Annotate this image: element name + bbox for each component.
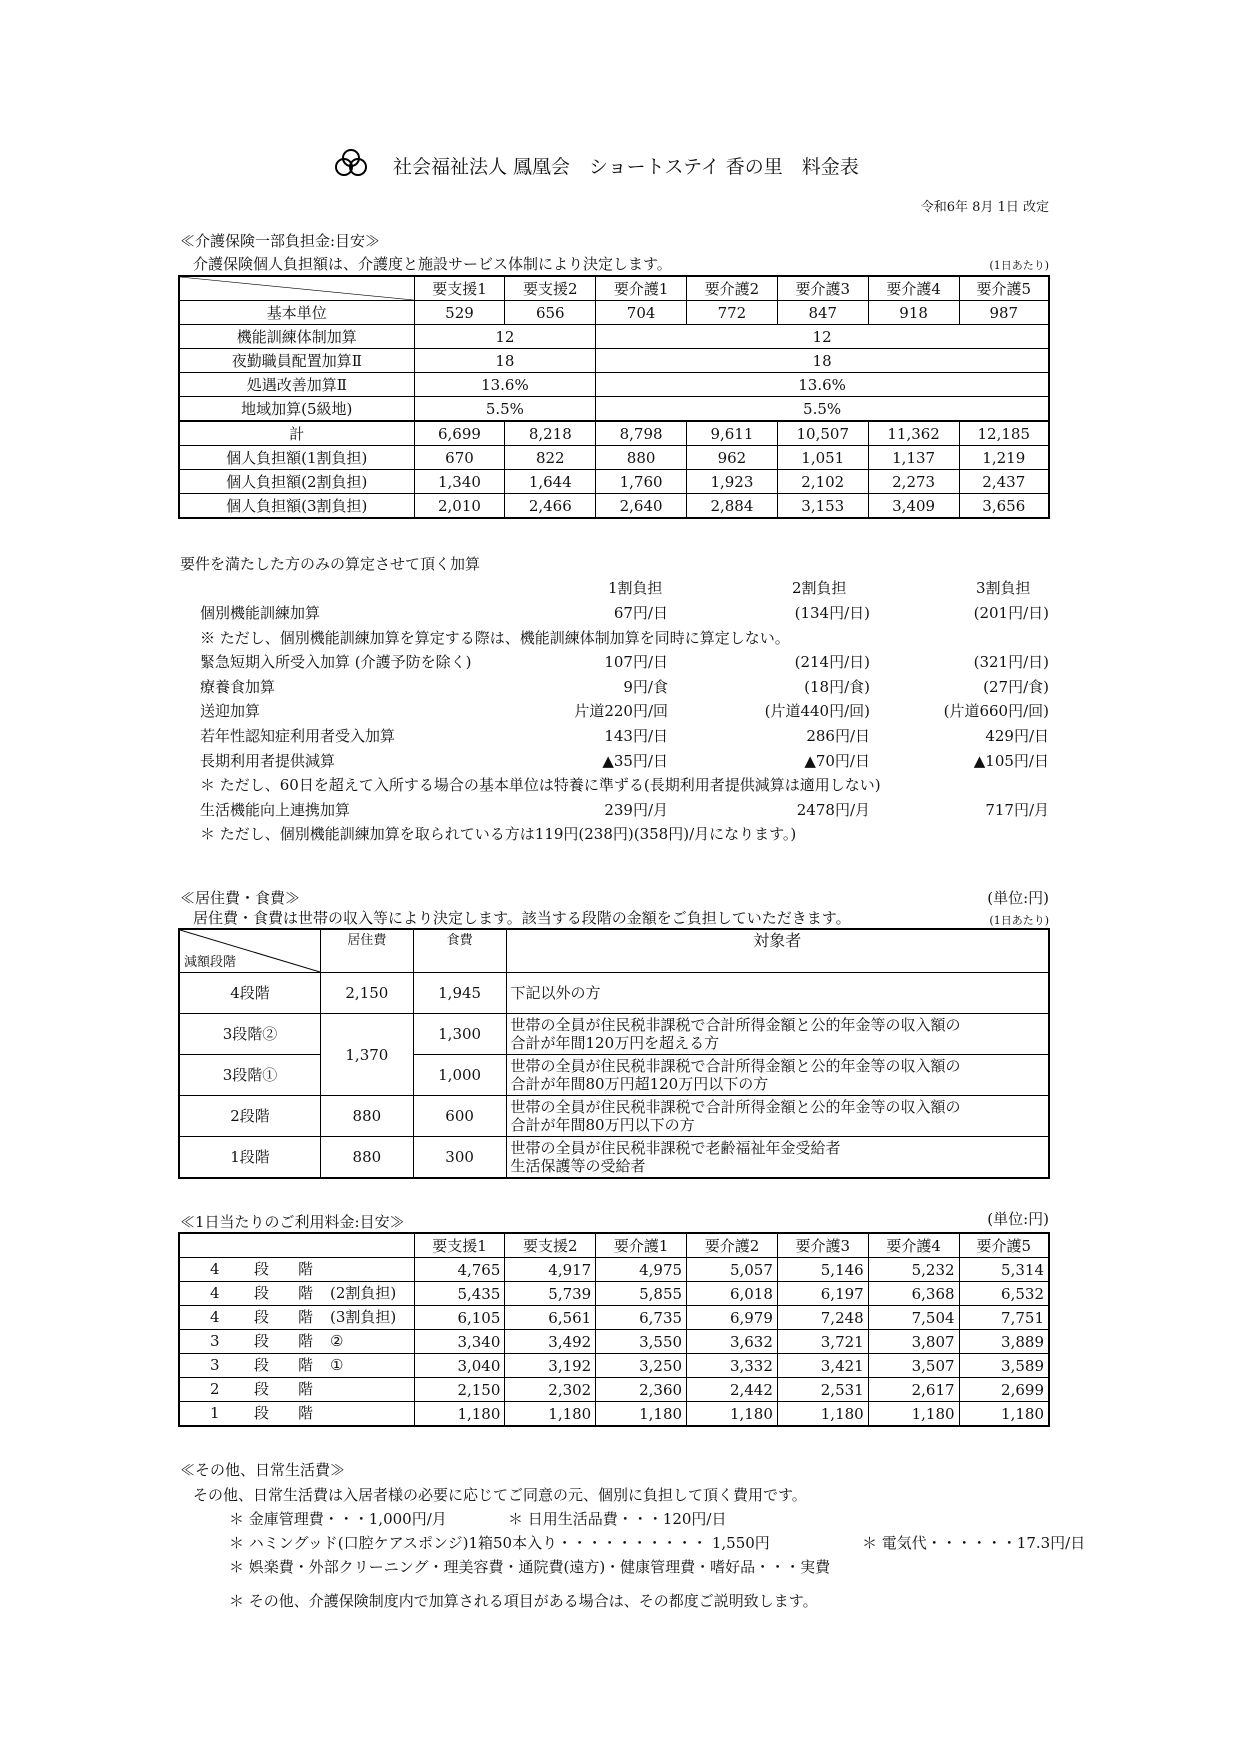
col-header: 要介護1 [596,1233,687,1258]
care-heading: ≪介護保険一部負担金:目安≫ [180,232,381,250]
additions-col-1: 1割負担 [608,579,663,597]
cell: 2,884 [687,494,778,519]
table-row [179,1258,1049,1282]
fee-cell: 5,146 [777,1258,868,1282]
fee-cell: 3,340 [414,1330,505,1354]
stage-label-part: (3割負担) [330,1308,397,1326]
table-row [179,494,1049,519]
table-row [179,1354,1049,1378]
cell: 5.5% [414,397,596,422]
room-cell: 1,370 [321,1014,414,1096]
cell: 2,010 [414,494,505,519]
cell: 1,923 [687,470,778,494]
stage-label-part: 3 [210,1332,220,1350]
other-line: ＊ 電気代・・・・・・17.3円/日 [862,1534,1086,1552]
stage-label-part: 4 [210,1308,220,1326]
stage-label-part: 段 [254,1260,270,1278]
cell: 13.6% [596,373,1049,397]
additions-item-label: 送迎加算 [200,702,261,720]
logo-icon [333,149,369,179]
additions-item-label: 緊急短期入所受入加算 (介護予防を除く) [200,653,472,671]
fee-cell: 6,018 [687,1282,778,1306]
col-header: 要介護2 [687,1233,778,1258]
col-header: 要介護1 [596,276,687,301]
fee-cell: 3,550 [596,1330,687,1354]
additions-item-value: 9円/食 [623,678,668,696]
cell: 8,218 [505,421,596,446]
col-header: 要介護5 [959,276,1049,301]
col-header: 要介護2 [687,276,778,301]
cell: 6,699 [414,421,505,446]
target-cell: 世帯の全員が住民税非課税で老齢福祉年金受給者 生活保護等の受給者 [506,1137,1049,1179]
table-row [179,397,1049,422]
other-line: ＊ ハミングッド(口腔ケアスポンジ)1箱50本入り・・・・・・・・・・ 1,550円 [229,1534,770,1552]
stage-label-part: 段 [254,1308,270,1326]
cell: 18 [596,349,1049,373]
additions-item-value: ▲70円/日 [804,752,870,770]
other-intro: その他、日常生活費は入居者様の必要に応じてご同意の元、個別に負担して頂く費用です。 [193,1486,807,1504]
cell: 5.5% [596,397,1049,422]
cell: 12 [596,325,1049,349]
additions-item-label: 療養食加算 [200,678,276,696]
fee-cell: 7,751 [959,1306,1049,1330]
fee-cell: 2,531 [777,1378,868,1402]
other-heading: ≪その他、日常生活費≫ [180,1461,346,1479]
fee-cell: 3,192 [505,1354,596,1378]
col-header: 要支援2 [505,1233,596,1258]
additions-item-label: 長期利用者提供減算 [200,752,336,770]
fee-cell: 6,105 [414,1306,505,1330]
cell: 1,219 [959,446,1049,470]
living-unit: (単位:円) [987,889,1049,907]
stage-label [179,1354,414,1378]
care-per-day: (1日あたり) [989,259,1049,272]
fee-cell: 2,699 [959,1378,1049,1402]
col-header: 要介護3 [777,1233,868,1258]
additions-item-value: 239円/月 [604,801,668,819]
fee-cell: 3,492 [505,1330,596,1354]
food-cell: 1,300 [413,1014,506,1055]
room-cell: 880 [321,1137,414,1179]
row-label: 夜勤職員配置加算Ⅱ [179,349,414,373]
other-line: ＊ 金庫管理費・・・1,000円/月 [229,1510,447,1528]
fee-cell: 3,332 [687,1354,778,1378]
additions-heading: 要件を満たした方のみの算定させて頂く加算 [180,555,481,573]
row-label: 基本単位 [179,301,414,325]
diagonal-header-cell [179,276,414,301]
stage-label-part: 4 [210,1284,220,1302]
table-row [179,446,1049,470]
care-note: 介護保険個人負担額は、介護度と施設サービス体制により決定します。 [193,255,672,273]
fee-cell: 3,507 [868,1354,959,1378]
stage-label-part: 階 [298,1308,314,1326]
stage-label [179,1258,414,1282]
blank-header-cell [179,1233,414,1258]
row-label: 個人負担額(2割負担) [179,470,414,494]
table-row [179,1137,1049,1179]
table-row [179,325,1049,349]
fee-cell: 6,735 [596,1306,687,1330]
stage-label [179,1306,414,1330]
row-label: 計 [179,421,414,446]
fee-cell: 7,248 [777,1306,868,1330]
cell: 1,644 [505,470,596,494]
fee-cell: 5,057 [687,1258,778,1282]
cell: 12,185 [959,421,1049,446]
table-row [179,1282,1049,1306]
revision-date: 令和6年 8月 1日 改定 [920,200,1049,215]
fee-cell: 3,632 [687,1330,778,1354]
room-cell: 2,150 [321,973,414,1014]
additions-item-value: (片道660円/回) [943,702,1049,720]
food-cell: 1,945 [413,973,506,1014]
fee-cell: 3,889 [959,1330,1049,1354]
fee-cell: 7,504 [868,1306,959,1330]
table-row [179,1014,1049,1055]
cell: 12 [414,325,596,349]
fee-cell: 1,180 [687,1402,778,1427]
cell: 18 [414,349,596,373]
col-header: 要介護4 [868,276,959,301]
stage-label-part: ② [330,1332,344,1350]
stage-label-part: 階 [298,1380,314,1398]
stage-label-part: 段 [254,1284,270,1302]
col-header: 食費 [413,929,506,973]
other-line: ＊ 日用生活品費・・・120円/日 [508,1510,727,1528]
additions-item-value: 2478円/月 [796,801,870,819]
stage-label-part: 1 [210,1404,220,1422]
additions-item-value: 片道220円/回 [574,702,668,720]
living-per-day: (1日あたり) [989,914,1049,927]
additions-item-value: ▲35円/日 [602,752,668,770]
row-label: 地域加算(5級地) [179,397,414,422]
daily-table [178,1232,1050,1427]
cell: 2,640 [596,494,687,519]
stage-label-part: ① [330,1356,344,1374]
fee-cell: 1,180 [596,1402,687,1427]
additions-item-value: 717円/月 [985,801,1049,819]
row-label: 個人負担額(1割負担) [179,446,414,470]
stage-label-part: 階 [298,1260,314,1278]
fee-cell: 4,765 [414,1258,505,1282]
fee-cell: 1,180 [414,1402,505,1427]
stage-label-part: 段 [254,1404,270,1422]
stage-label-part: 段 [254,1332,270,1350]
col-header: 要支援1 [414,276,505,301]
col-header: 要介護5 [959,1233,1049,1258]
cell: 11,362 [868,421,959,446]
cell: 3,656 [959,494,1049,519]
fee-cell: 3,589 [959,1354,1049,1378]
cell: 962 [687,446,778,470]
row-label: 機能訓練体制加算 [179,325,414,349]
table-row [179,1055,1049,1096]
cell: 822 [505,446,596,470]
fee-cell: 5,435 [414,1282,505,1306]
daily-heading: ≪1日当たりのご利用料金:目安≫ [180,1213,405,1231]
additions-item-value: 143円/日 [604,727,668,745]
cell: 918 [868,301,959,325]
cell: 772 [687,301,778,325]
table-row [179,301,1049,325]
stage-label [179,1330,414,1354]
additions-note: ＊ ただし、個別機能訓練加算を取られている方は119円(238円)(358円)/月になります。) [200,825,797,843]
fee-cell: 6,979 [687,1306,778,1330]
cell: 2,273 [868,470,959,494]
table-row [179,421,1049,446]
stage-label [179,1282,414,1306]
fee-cell: 5,855 [596,1282,687,1306]
stage-cell: 3段階② [179,1014,321,1055]
fee-cell: 1,180 [868,1402,959,1427]
room-cell: 880 [321,1096,414,1137]
fee-cell: 3,250 [596,1354,687,1378]
care-table [178,275,1050,519]
stage-label-part: 段 [254,1380,270,1398]
cell: 8,798 [596,421,687,446]
table-row [179,1096,1049,1137]
col-header: 居住費 [321,929,414,973]
other-line: ＊ 娯楽費・外部クリーニング・理美容費・通院費(遠方)・健康管理費・嗜好品・・・実費 [229,1558,831,1576]
table-row [179,973,1049,1014]
fee-cell: 6,561 [505,1306,596,1330]
additions-item-value: (134円/日) [794,604,870,622]
cell: 656 [505,301,596,325]
additions-item-value: (18円/食) [804,678,870,696]
additions-item-label: 個別機能訓練加算 [200,604,321,622]
target-cell: 世帯の全員が住民税非課税で合計所得金額と公的年金等の収入額の 合計が年間120万円を超える方 [506,1014,1049,1055]
cell: 529 [414,301,505,325]
additions-note: ＊ ただし、60日を超えて入所する場合の基本単位は特養に準ずる(長期利用者提供減算は適用しない) [200,776,881,794]
cell: 704 [596,301,687,325]
additions-item-value: (321円/日) [973,653,1049,671]
cell: 13.6% [414,373,596,397]
cell: 1,760 [596,470,687,494]
additions-col-2: 2割負担 [792,579,847,597]
additions-note: ※ ただし、個別機能訓練加算を算定する際は、機能訓練体制加算を同時に算定しない。 [200,629,790,647]
living-table [178,928,1050,1179]
fee-cell: 3,807 [868,1330,959,1354]
fee-cell: 6,368 [868,1282,959,1306]
table-row [179,373,1049,397]
additions-item-value: 107円/日 [604,653,668,671]
cell: 1,137 [868,446,959,470]
cell: 670 [414,446,505,470]
stage-label-part: 階 [298,1332,314,1350]
table-row [179,349,1049,373]
stage-label-part: 3 [210,1356,220,1374]
additions-item-value: (片道440円/回) [764,702,870,720]
other-line: ＊ その他、介護保険制度内で加算される項目がある場合は、その都度ご説明致します。 [229,1592,818,1610]
fee-cell: 3,040 [414,1354,505,1378]
col-header: 要介護4 [868,1233,959,1258]
stage-label [179,1378,414,1402]
daily-unit: (単位:円) [987,1210,1049,1228]
fee-cell: 2,617 [868,1378,959,1402]
stage-label-part: 階 [298,1284,314,1302]
additions-item-label: 若年性認知症利用者受入加算 [200,727,396,745]
stage-label [179,1402,414,1427]
additions-item-value: (27円/食) [983,678,1049,696]
cell: 1,051 [777,446,868,470]
row-label: 処遇改善加算Ⅱ [179,373,414,397]
stage-label-part: (2割負担) [330,1284,397,1302]
table-row [179,1306,1049,1330]
target-cell: 下記以外の方 [506,973,1049,1014]
table-row [179,1378,1049,1402]
cell: 847 [777,301,868,325]
col-header: 対象者 [506,929,1049,973]
logo [333,149,369,183]
additions-col-3: 3割負担 [976,579,1031,597]
additions-item-value: (214円/日) [794,653,870,671]
additions-item-value: 429円/日 [985,727,1049,745]
page-title: 社会福祉法人 鳳凰会 ショートステイ 香の里 料金表 [393,156,859,178]
diagonal-header-cell [179,929,321,973]
living-heading: ≪居住費・食費≫ [180,889,301,907]
stage-label-part: 2 [210,1380,220,1398]
stage-cell: 4段階 [179,973,321,1014]
cell: 10,507 [777,421,868,446]
fee-cell: 1,180 [777,1402,868,1427]
cell: 987 [959,301,1049,325]
cell: 3,153 [777,494,868,519]
fee-cell: 3,721 [777,1330,868,1354]
additions-item-label: 生活機能向上連携加算 [200,801,351,819]
cell: 1,340 [414,470,505,494]
food-cell: 600 [413,1096,506,1137]
table-row [179,1330,1049,1354]
row-label: 個人負担額(3割負担) [179,494,414,519]
table-row [179,1402,1049,1427]
cell: 880 [596,446,687,470]
fee-cell: 6,197 [777,1282,868,1306]
stage-cell: 1段階 [179,1137,321,1179]
fee-cell: 4,975 [596,1258,687,1282]
cell: 9,611 [687,421,778,446]
col-header: 要支援2 [505,276,596,301]
fee-cell: 3,421 [777,1354,868,1378]
food-cell: 1,000 [413,1055,506,1096]
fee-cell: 2,360 [596,1378,687,1402]
fee-cell: 2,442 [687,1378,778,1402]
col-header: 要介護3 [777,276,868,301]
additions-item-value: 286円/日 [806,727,870,745]
target-cell: 世帯の全員が住民税非課税で合計所得金額と公的年金等の収入額の 合計が年間80万円超120万円以下の方 [506,1055,1049,1096]
stage-label-part: 階 [298,1404,314,1422]
stage-label-part: 段 [254,1356,270,1374]
stage-label-part: 階 [298,1356,314,1374]
stage-header: 減額段階 [184,955,237,970]
additions-item-value: 67円/日 [613,604,668,622]
cell: 2,466 [505,494,596,519]
living-note: 居住費・食費は世帯の収入等により決定します。該当する段階の金額をご負担していただきます。 [193,909,851,927]
fee-cell: 1,180 [505,1402,596,1427]
fee-cell: 1,180 [959,1402,1049,1427]
additions-item-value: (201円/日) [973,604,1049,622]
fee-cell: 5,314 [959,1258,1049,1282]
table-row [179,470,1049,494]
fee-cell: 2,150 [414,1378,505,1402]
stage-cell: 2段階 [179,1096,321,1137]
additions-item-value: ▲105円/日 [973,752,1049,770]
cell: 3,409 [868,494,959,519]
food-cell: 300 [413,1137,506,1179]
fee-cell: 5,739 [505,1282,596,1306]
fee-cell: 6,532 [959,1282,1049,1306]
cell: 2,102 [777,470,868,494]
col-header: 要支援1 [414,1233,505,1258]
cell: 2,437 [959,470,1049,494]
fee-cell: 5,232 [868,1258,959,1282]
fee-cell: 2,302 [505,1378,596,1402]
stage-cell: 3段階① [179,1055,321,1096]
target-cell: 世帯の全員が住民税非課税で合計所得金額と公的年金等の収入額の 合計が年間80万円以下の方 [506,1096,1049,1137]
fee-cell: 4,917 [505,1258,596,1282]
stage-label-part: 4 [210,1260,220,1278]
